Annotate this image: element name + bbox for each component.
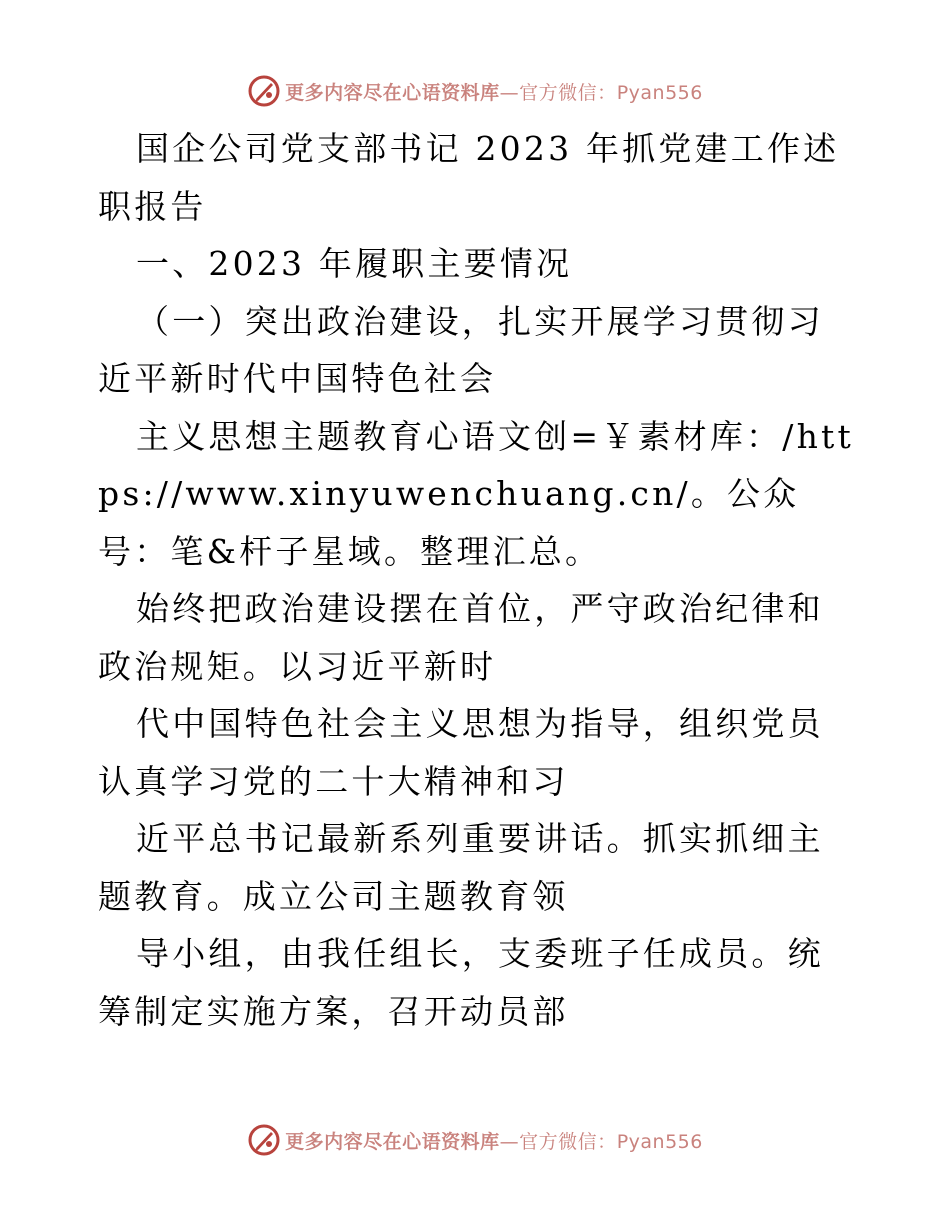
header-watermark xyxy=(0,71,950,111)
watermark-text: 更多内容尽在心语资料库—官方微信：Pyan556 xyxy=(285,1130,703,1153)
subsection-heading: （一）突出政治建设，扎实开展学习贯彻习近平新时代中国特色社会 xyxy=(98,301,824,398)
quill-seal-icon xyxy=(247,74,281,108)
footer-watermark xyxy=(0,1120,950,1160)
body-paragraph: 始终把政治建设摆在首位，严守政治纪律和政治规矩。以习近平新时 xyxy=(98,589,824,686)
body-paragraph: 近平总书记最新系列重要讲话。抓实抓细主题教育。成立公司主题教育领 xyxy=(98,819,824,916)
document-body xyxy=(98,120,858,1040)
quill-seal-icon xyxy=(247,1123,281,1157)
body-paragraph: 导小组，由我任组长，支委班子任成员。统筹制定实施方案，召开动员部 xyxy=(98,934,824,1031)
document-title: 国企公司党支部书记 2023 年抓党建工作述职报告 xyxy=(98,129,840,226)
body-paragraph: 主义思想主题教育心语文创=￥素材库：/https://www.xinyuwenchuang.cn/。公众号：笔&杆子星域。整理汇总。 xyxy=(98,416,854,571)
section-heading: 一、2023 年履职主要情况 xyxy=(136,244,573,283)
watermark-text: 更多内容尽在心语资料库—官方微信：Pyan556 xyxy=(285,81,703,104)
body-paragraph: 代中国特色社会主义思想为指导，组织党员认真学习党的二十大精神和习 xyxy=(98,704,824,801)
